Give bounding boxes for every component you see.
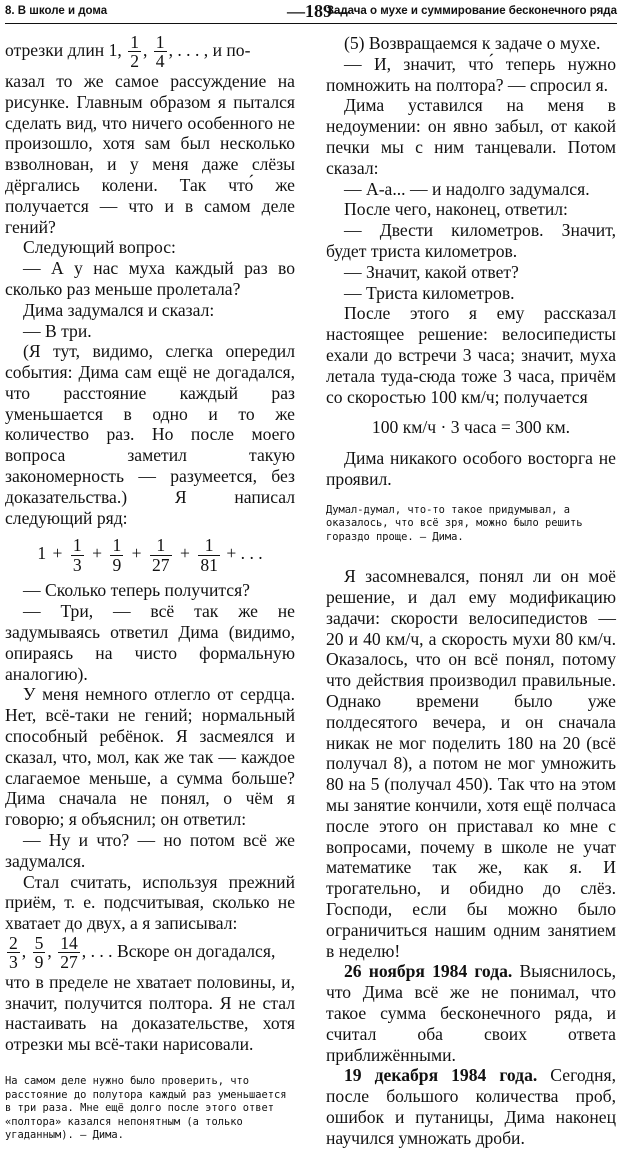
fraction-one-quarter: $\frac{1}{4}$	[155, 32, 165, 72]
series-term: $\frac{1}{81}$	[200, 535, 218, 575]
footnote: Думал-думал, что-то такое придумывал, а оказалось, что всё зря, можно было решить гораздо проще. — Дима.	[326, 503, 583, 543]
entry-date: 19 декабря 1984 года.	[344, 1065, 538, 1086]
entry-date: 26 ноября 1984 года.	[344, 961, 513, 982]
footnote: На самом деле нужно было проверить, что расстояние до полутора каждый раз уменьшается в три раза. Мне ещё долго после этого ответ «полтора» казался непонятным (а только угаданным). — Дима.	[5, 1075, 287, 1142]
series-term: $\frac{1}{27}$	[151, 535, 170, 575]
paragraph: Стал считать, используя прежний приём, т. е. подсчитывая, сколько не хватает до двух, а я записывал:	[5, 871, 295, 934]
text-fragment: 1,	[108, 40, 122, 61]
paragraph: Следующий вопрос:	[23, 237, 176, 258]
paragraph: (5) Возвращаемся к задаче о мухе.	[344, 33, 601, 53]
dialogue-line: — Значит, какой ответ?	[344, 261, 519, 282]
right-column	[326, 33, 616, 1149]
dialogue-line: — Двести километров. Значит, будет триста километров.	[326, 220, 616, 261]
dialogue-line: — Ну и что? — но потом всё же задумался.	[5, 829, 295, 871]
text-fragment: , . . . , и по-	[168, 40, 251, 61]
plus-sign: +	[131, 543, 142, 564]
series-term: $\frac{1}{9}$	[112, 535, 122, 575]
paragraph: У меня немного отлегло от сердца. Нет, всё-таки не гений; нормальный способный ребёнок. Я засмеялся и сказал, что, мол, как же так — каждое слагаемое меньше, а сумма больше? Дима сначала не понял, о чём я говорю; я объяснил; он ответил:	[5, 684, 295, 830]
left-column	[5, 33, 295, 1143]
series-tail: + . . .	[226, 543, 263, 564]
dialogue-line: — Сколько теперь получится?	[23, 580, 250, 601]
dialogue-line: — В три.	[23, 320, 92, 341]
plus-sign: +	[92, 543, 103, 564]
series-formula	[5, 536, 295, 574]
entry-text: Сегодня, после большого количества проб, ошибок и путаницы, Дима наконец научился умножать дроби.	[326, 1065, 616, 1148]
dialogue-line: — А-а... — и надолго задумался.	[344, 178, 590, 199]
paragraph: Дима никакого особого восторга не проявил.	[326, 448, 616, 489]
paragraph: После этого я ему рассказал настоящее решение: велосипедисты ехали до встречи 3 часа; значит, муха летала туда-сюда тоже 3 часа, причём со скоростью 100 км/ч; получается	[326, 303, 616, 407]
plus-sign: +	[52, 543, 63, 564]
dialogue-line: — А у нас муха каждый раз во сколько раз меньше пролетала?	[5, 258, 295, 299]
entry-text: Выяснилось, что Дима всё же не понимал, что такое сумма бесконечного ряда, и считал оба своих ответа приближёнными.	[326, 961, 616, 1065]
diary-entry	[326, 1065, 616, 1148]
sequence-term: $\frac{14}{27}$	[60, 932, 78, 973]
sequence-line: $\frac{2}{3}$ , $\frac{5}{9}$ , $\frac{14}{27}$ , . . . Вскоре он догадался,	[9, 932, 276, 973]
paragraph: Дима задумался и сказал:	[23, 299, 215, 320]
text-fragment: , . . . Вскоре он догадался,	[81, 940, 276, 961]
sequence-term: $\frac{5}{9}$	[34, 932, 44, 973]
opening-line: отрезки длин 1, $\frac{1}{2}$ , $\frac{1}{4}$ , . . . , и по-	[5, 32, 251, 72]
paragraph: Дима уставился на меня в недоумении: он явно забыл, от какой печки мы с ним танцевали. Потом сказал:	[326, 95, 616, 178]
dialogue-line: — Триста километров.	[344, 282, 515, 303]
diary-entry	[326, 961, 616, 1065]
series-term: 1	[37, 543, 47, 564]
paragraph: Я засомневался, понял ли он моё решение, и дал ему модификацию задачи: скорости велосипедистов — 20 и 40 км/ч, а скорость мухи 80 км/ч. Оказалось, что он всё понял, потому что действия производил правильные. Однако времени было уже полдесятого вечера, и он сначала никак не мог поделить 180 на 20 (всё получал 8), а потом не мог умножить 80 на 5 (получал 450). Так что на этом мы занятие кончили, хотя ещё полчаса после этого он приставал ко мне с вопросами, почему в школе не учат математике так же, как я. И трогательно, и обидно до слёз. Господи, если бы можно было ограничиться нашим одним занятием в неделю!	[326, 566, 616, 961]
page-header	[5, 1, 617, 24]
paragraph: казал то же самое рассуждение на рисунке. Главным образом я пытался сделать вид, что ничего особенного не произошло, хотя sам был несколько взволнован, и у меня даже слёзы дёргались колени. Так что́ же получается — что и в самом деле гений?	[5, 70, 295, 237]
header-chapter-title: Задача о мухе и суммирование бесконечного ряда	[326, 5, 617, 17]
text-fragment: отрезки длин	[5, 40, 105, 61]
distance-formula: 100 км/ч · 3 часа = 300 км.	[371, 417, 571, 438]
paragraph: (Я тут, видимо, слегка опередил события: Дима сам ещё не догадался, что расстояние каждый раз уменьшается в одно и то же количество раз. Но после моего вопроса заметил такую закономерность — разумеется, без доказательства.) Я написал следующий ряд:	[5, 341, 295, 528]
series-term: $\frac{1}{3}$	[72, 535, 82, 575]
paragraph: что в пределе не хватает половины, и, значит, получится полтора. Я не стал настаивать на доказательстве, хотя отрезки мы всё-таки нарисовали.	[5, 971, 295, 1055]
paragraph: После чего, наконец, ответил:	[344, 199, 568, 220]
page-number: —189—	[287, 1, 350, 21]
dialogue-line: — И, значит, что́ теперь нужно помножить на полтора? — спросил я.	[326, 53, 616, 95]
fraction-one-half: $\frac{1}{2}$	[130, 32, 139, 72]
sequence-term: $\frac{2}{3}$	[9, 932, 18, 973]
dialogue-line: — Три, — всё так же не задумываясь ответил Дима (видимо, опираясь на чисто формальную аналогию).	[5, 601, 295, 684]
plus-sign: +	[179, 543, 190, 564]
header-section-title: 8. В школе и дома	[5, 5, 108, 17]
